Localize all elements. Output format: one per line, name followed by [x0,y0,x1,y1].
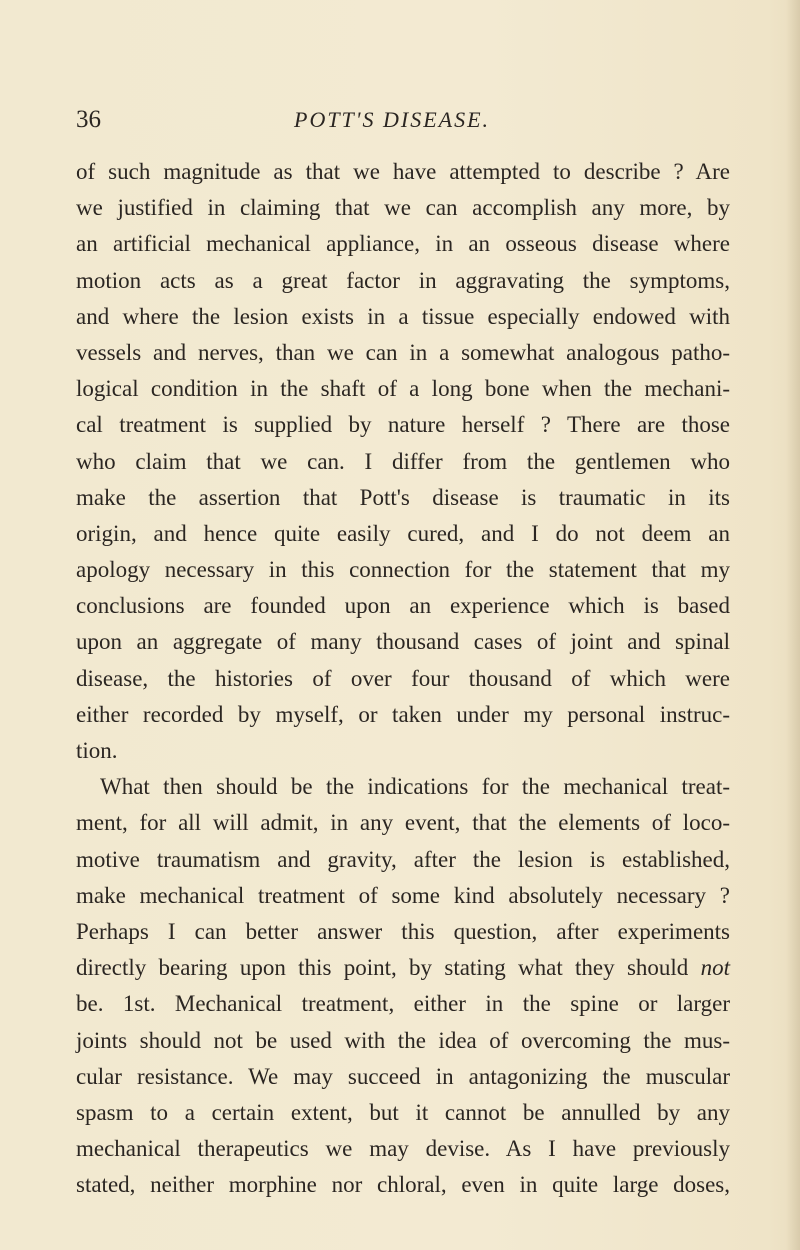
text-line: origin, and hence quite easily cured, and I do not deem an [76,520,730,546]
text-line: ment, for all will admit, in any event, that the elements of loco- [76,810,730,836]
text-line: stated, neither morphine nor chloral, even in quite large doses, [76,1172,730,1198]
text-line: motion acts as a great factor in aggravating the symptoms, [76,267,730,293]
text-line: cular resistance. We may succeed in antagonizing the muscular [76,1063,730,1089]
text-line: an artificial mechanical appliance, in an osseous disease where [76,231,730,257]
text-line: and where the lesion exists in a tissue especially endowed with [76,303,730,329]
text-line: upon an aggregate of many thousand cases of joint and spinal [76,629,730,655]
text-line: Perhaps I can better answer this question, after experiments [76,918,730,944]
text-line: conclusions are founded upon an experience which is based [76,593,730,619]
text-line: of such magnitude as that we have attempted to describe ? Are [76,159,730,184]
text-line: logical condition in the shaft of a long bone when the mechani- [76,376,730,402]
text-line: be. 1st. Mechanical treatment, either in the spine or larger [76,991,730,1017]
text-line-paragraph-end: tion. [76,738,118,763]
text-line: disease, the histories of over four thousand of which were [76,665,730,691]
text-line: make the assertion that Pott's disease is traumatic in its [76,484,730,510]
text-fragment: directly bearing upon this point, by stating what they should [76,955,689,981]
text-line: who claim that we can. I differ from the gentlemen who [76,448,730,474]
text-line: cal treatment is supplied by nature herself ? There are those [76,412,730,438]
text-line: make mechanical treatment of some kind absolutely necessary ? [76,882,730,908]
text-line: apology necessary in this connection for the statement that my [76,557,730,583]
page-edge-shadow [786,0,800,1250]
running-title: POTT'S DISEASE. [294,107,491,132]
text-line: vessels and nerves, than we can in a somewhat analogous patho- [76,339,730,365]
text-line: motive traumatism and gravity, after the lesion is established, [76,846,730,872]
body-text [76,154,730,1203]
running-head [76,100,726,140]
text-line: we justified in claiming that we can accomplish any more, by [76,195,730,221]
text-line: joints should not be used with the idea of overcoming the mus- [76,1027,730,1053]
text-line: spasm to a certain extent, but it cannot be annulled by any [76,1099,730,1125]
text-line: mechanical therapeutics we may devise. As I have previously [76,1136,730,1162]
text-line-paragraph-start: What then should be the indications for the mechanical treat- [100,774,730,800]
text-line-with-italic [76,950,730,986]
text-line: either recorded by myself, or taken under my personal instruc- [76,701,730,727]
page-number: 36 [76,106,101,133]
italic-word: not [700,955,731,981]
